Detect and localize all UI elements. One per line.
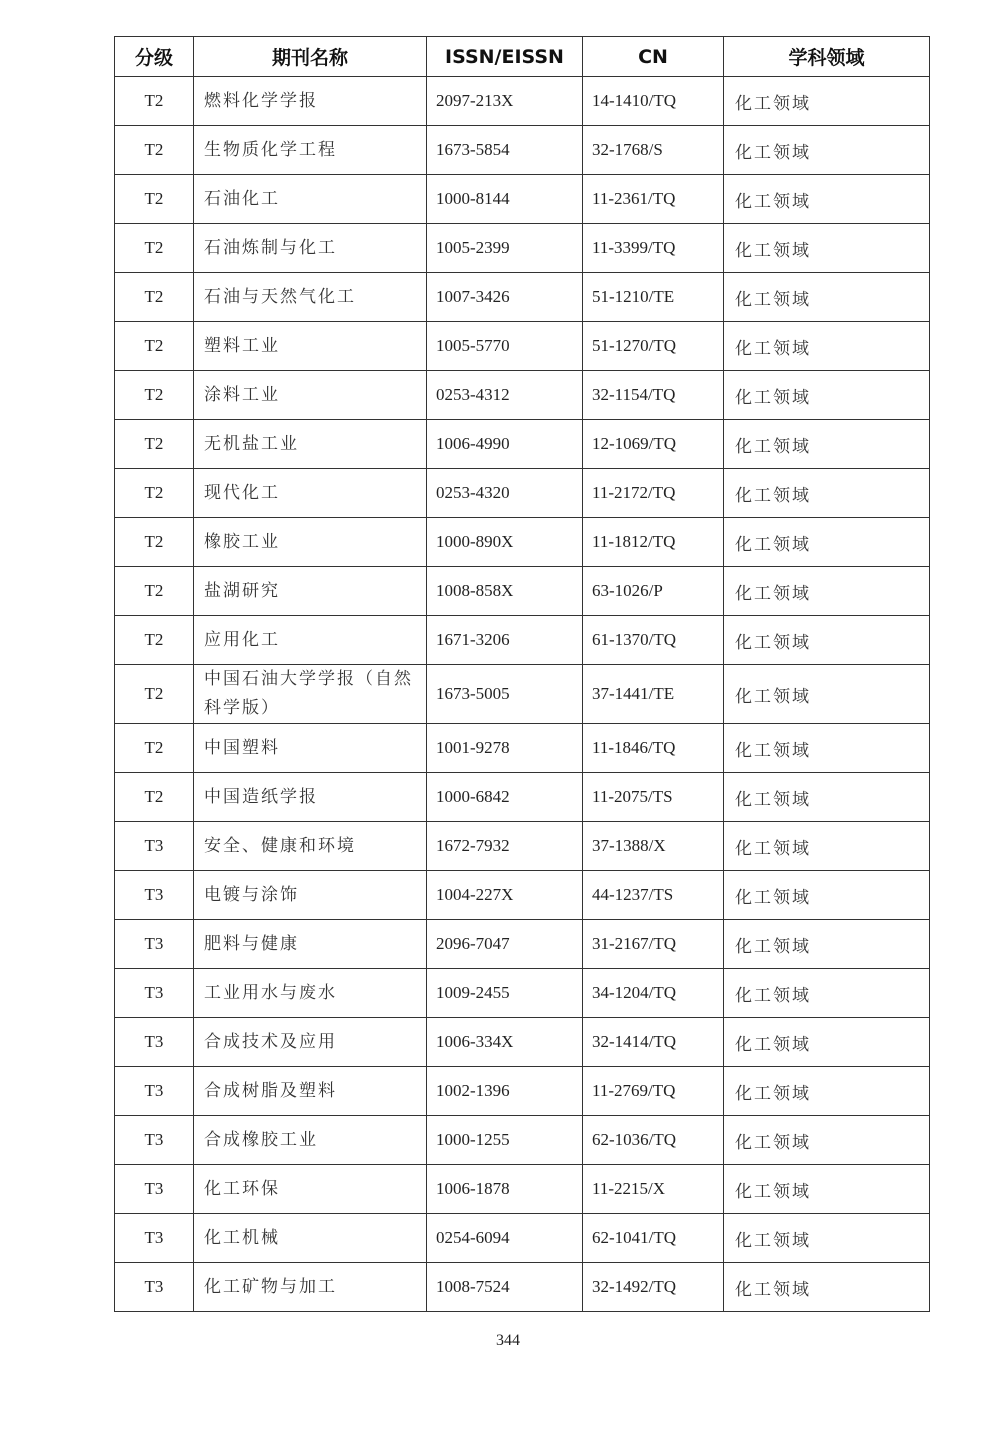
cell-level: T2 bbox=[115, 322, 194, 371]
table-row bbox=[115, 665, 930, 724]
table-row bbox=[115, 518, 930, 567]
cell-issn: 1672-7932 bbox=[427, 822, 583, 871]
cell-issn: 1006-334X bbox=[427, 1018, 583, 1067]
table-row bbox=[115, 1116, 930, 1165]
cell-issn: 1004-227X bbox=[427, 871, 583, 920]
cell-issn: 1008-7524 bbox=[427, 1263, 583, 1312]
cell-issn: 1002-1396 bbox=[427, 1067, 583, 1116]
cell-level: T2 bbox=[115, 567, 194, 616]
cell-cn: 44-1237/TS bbox=[583, 871, 724, 920]
cell-issn: 1000-8144 bbox=[427, 175, 583, 224]
cell-level: T3 bbox=[115, 871, 194, 920]
cell-field: 化工领域 bbox=[724, 969, 930, 1018]
table-row bbox=[115, 469, 930, 518]
cell-issn: 0253-4312 bbox=[427, 371, 583, 420]
table-row bbox=[115, 371, 930, 420]
cell-journal-name: 化工矿物与加工 bbox=[194, 1263, 427, 1312]
cell-issn: 1009-2455 bbox=[427, 969, 583, 1018]
cell-journal-name: 塑料工业 bbox=[194, 322, 427, 371]
cell-field: 化工领域 bbox=[724, 371, 930, 420]
table-header-row bbox=[115, 37, 930, 77]
cell-cn: 32-1492/TQ bbox=[583, 1263, 724, 1312]
cell-issn: 1673-5854 bbox=[427, 126, 583, 175]
cell-cn: 61-1370/TQ bbox=[583, 616, 724, 665]
cell-cn: 14-1410/TQ bbox=[583, 77, 724, 126]
cell-journal-name: 合成树脂及塑料 bbox=[194, 1067, 427, 1116]
cell-journal-name: 电镀与涂饰 bbox=[194, 871, 427, 920]
cell-issn: 1000-890X bbox=[427, 518, 583, 567]
cell-cn: 11-2172/TQ bbox=[583, 469, 724, 518]
cell-cn: 11-1846/TQ bbox=[583, 724, 724, 773]
cell-cn: 63-1026/P bbox=[583, 567, 724, 616]
cell-field: 化工领域 bbox=[724, 724, 930, 773]
table-row bbox=[115, 224, 930, 273]
cell-level: T2 bbox=[115, 77, 194, 126]
cell-journal-name: 中国塑料 bbox=[194, 724, 427, 773]
table-row bbox=[115, 920, 930, 969]
cell-cn: 51-1210/TE bbox=[583, 273, 724, 322]
cell-issn: 1000-6842 bbox=[427, 773, 583, 822]
cell-field: 化工领域 bbox=[724, 77, 930, 126]
table-row bbox=[115, 567, 930, 616]
cell-level: T2 bbox=[115, 126, 194, 175]
cell-field: 化工领域 bbox=[724, 616, 930, 665]
cell-cn: 32-1768/S bbox=[583, 126, 724, 175]
cell-journal-name: 石油与天然气化工 bbox=[194, 273, 427, 322]
table-row bbox=[115, 969, 930, 1018]
table-row bbox=[115, 322, 930, 371]
cell-issn: 1006-1878 bbox=[427, 1165, 583, 1214]
cell-field: 化工领域 bbox=[724, 1067, 930, 1116]
cell-issn: 2097-213X bbox=[427, 77, 583, 126]
cell-level: T3 bbox=[115, 822, 194, 871]
cell-level: T2 bbox=[115, 273, 194, 322]
cell-journal-name: 安全、健康和环境 bbox=[194, 822, 427, 871]
cell-cn: 32-1154/TQ bbox=[583, 371, 724, 420]
cell-field: 化工领域 bbox=[724, 273, 930, 322]
cell-issn: 2096-7047 bbox=[427, 920, 583, 969]
cell-cn: 12-1069/TQ bbox=[583, 420, 724, 469]
cell-journal-name: 应用化工 bbox=[194, 616, 427, 665]
cell-issn: 1673-5005 bbox=[427, 665, 583, 724]
header-level: 分级 bbox=[115, 37, 194, 77]
cell-journal-name: 现代化工 bbox=[194, 469, 427, 518]
cell-journal-name: 石油化工 bbox=[194, 175, 427, 224]
cell-level: T3 bbox=[115, 1165, 194, 1214]
cell-issn: 1671-3206 bbox=[427, 616, 583, 665]
table-row bbox=[115, 1263, 930, 1312]
cell-cn: 11-2075/TS bbox=[583, 773, 724, 822]
cell-level: T3 bbox=[115, 1018, 194, 1067]
cell-field: 化工领域 bbox=[724, 822, 930, 871]
cell-journal-name: 无机盐工业 bbox=[194, 420, 427, 469]
cell-issn: 0254-6094 bbox=[427, 1214, 583, 1263]
cell-field: 化工领域 bbox=[724, 665, 930, 724]
cell-cn: 31-2167/TQ bbox=[583, 920, 724, 969]
cell-field: 化工领域 bbox=[724, 126, 930, 175]
cell-cn: 34-1204/TQ bbox=[583, 969, 724, 1018]
cell-journal-name: 燃料化学学报 bbox=[194, 77, 427, 126]
cell-level: T3 bbox=[115, 1116, 194, 1165]
cell-issn: 1008-858X bbox=[427, 567, 583, 616]
cell-cn: 62-1036/TQ bbox=[583, 1116, 724, 1165]
cell-level: T2 bbox=[115, 371, 194, 420]
cell-field: 化工领域 bbox=[724, 1214, 930, 1263]
cell-level: T2 bbox=[115, 518, 194, 567]
cell-field: 化工领域 bbox=[724, 567, 930, 616]
cell-level: T3 bbox=[115, 920, 194, 969]
table-body bbox=[115, 77, 930, 1312]
cell-level: T3 bbox=[115, 1214, 194, 1263]
header-cn: CN bbox=[583, 37, 724, 77]
cell-issn: 1005-5770 bbox=[427, 322, 583, 371]
cell-cn: 11-2361/TQ bbox=[583, 175, 724, 224]
table-row bbox=[115, 126, 930, 175]
table-row bbox=[115, 420, 930, 469]
cell-level: T3 bbox=[115, 969, 194, 1018]
cell-field: 化工领域 bbox=[724, 224, 930, 273]
cell-field: 化工领域 bbox=[724, 1165, 930, 1214]
table-row bbox=[115, 1214, 930, 1263]
cell-journal-name: 化工环保 bbox=[194, 1165, 427, 1214]
cell-level: T2 bbox=[115, 773, 194, 822]
table-row bbox=[115, 822, 930, 871]
cell-level: T3 bbox=[115, 1263, 194, 1312]
cell-issn: 1005-2399 bbox=[427, 224, 583, 273]
cell-journal-name: 盐湖研究 bbox=[194, 567, 427, 616]
cell-level: T2 bbox=[115, 665, 194, 724]
table-row bbox=[115, 1067, 930, 1116]
cell-issn: 1007-3426 bbox=[427, 273, 583, 322]
cell-journal-name: 涂料工业 bbox=[194, 371, 427, 420]
cell-field: 化工领域 bbox=[724, 871, 930, 920]
cell-cn: 11-2215/X bbox=[583, 1165, 724, 1214]
header-issn: ISSN/EISSN bbox=[427, 37, 583, 77]
header-journal-name: 期刊名称 bbox=[194, 37, 427, 77]
header-field: 学科领域 bbox=[724, 37, 930, 77]
cell-field: 化工领域 bbox=[724, 773, 930, 822]
cell-journal-name: 肥料与健康 bbox=[194, 920, 427, 969]
journal-table bbox=[114, 36, 930, 1312]
cell-issn: 0253-4320 bbox=[427, 469, 583, 518]
cell-journal-name: 生物质化学工程 bbox=[194, 126, 427, 175]
table-row bbox=[115, 273, 930, 322]
cell-field: 化工领域 bbox=[724, 920, 930, 969]
cell-journal-name: 中国石油大学学报（自然科学版） bbox=[194, 665, 427, 724]
cell-cn: 51-1270/TQ bbox=[583, 322, 724, 371]
table-row bbox=[115, 616, 930, 665]
cell-level: T3 bbox=[115, 1067, 194, 1116]
table-row bbox=[115, 724, 930, 773]
cell-issn: 1006-4990 bbox=[427, 420, 583, 469]
cell-journal-name: 橡胶工业 bbox=[194, 518, 427, 567]
table-row bbox=[115, 175, 930, 224]
page-number: 344 bbox=[496, 1332, 520, 1349]
cell-level: T2 bbox=[115, 175, 194, 224]
cell-cn: 11-1812/TQ bbox=[583, 518, 724, 567]
cell-journal-name: 工业用水与废水 bbox=[194, 969, 427, 1018]
cell-field: 化工领域 bbox=[724, 1263, 930, 1312]
cell-field: 化工领域 bbox=[724, 518, 930, 567]
cell-field: 化工领域 bbox=[724, 322, 930, 371]
cell-cn: 11-3399/TQ bbox=[583, 224, 724, 273]
cell-level: T2 bbox=[115, 420, 194, 469]
cell-level: T2 bbox=[115, 224, 194, 273]
table-row bbox=[115, 1018, 930, 1067]
table-row bbox=[115, 871, 930, 920]
cell-journal-name: 合成橡胶工业 bbox=[194, 1116, 427, 1165]
cell-field: 化工领域 bbox=[724, 175, 930, 224]
cell-field: 化工领域 bbox=[724, 1018, 930, 1067]
cell-level: T2 bbox=[115, 724, 194, 773]
cell-field: 化工领域 bbox=[724, 420, 930, 469]
cell-cn: 11-2769/TQ bbox=[583, 1067, 724, 1116]
cell-journal-name: 中国造纸学报 bbox=[194, 773, 427, 822]
cell-cn: 37-1441/TE bbox=[583, 665, 724, 724]
cell-cn: 32-1414/TQ bbox=[583, 1018, 724, 1067]
cell-cn: 62-1041/TQ bbox=[583, 1214, 724, 1263]
cell-journal-name: 石油炼制与化工 bbox=[194, 224, 427, 273]
table-row bbox=[115, 77, 930, 126]
cell-field: 化工领域 bbox=[724, 469, 930, 518]
table-row bbox=[115, 773, 930, 822]
cell-level: T2 bbox=[115, 616, 194, 665]
cell-field: 化工领域 bbox=[724, 1116, 930, 1165]
cell-issn: 1001-9278 bbox=[427, 724, 583, 773]
cell-issn: 1000-1255 bbox=[427, 1116, 583, 1165]
cell-cn: 37-1388/X bbox=[583, 822, 724, 871]
table-row bbox=[115, 1165, 930, 1214]
cell-level: T2 bbox=[115, 469, 194, 518]
cell-journal-name: 化工机械 bbox=[194, 1214, 427, 1263]
cell-journal-name: 合成技术及应用 bbox=[194, 1018, 427, 1067]
